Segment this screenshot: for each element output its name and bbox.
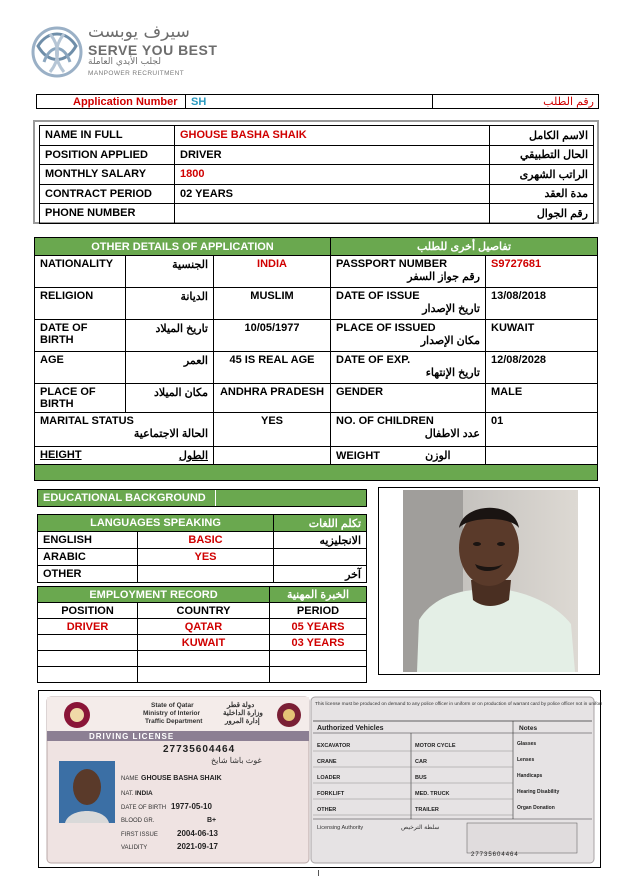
license-back-barcode: 27735604464 xyxy=(471,852,519,858)
employment-header-country: COUNTRY xyxy=(138,603,270,619)
logo-arabic-name: سيرف يوبست xyxy=(88,22,190,42)
personal-label: PHONE NUMBER xyxy=(40,204,175,224)
license-number: 27735604464 xyxy=(163,744,236,755)
license-validity: 2021-09-17 xyxy=(177,842,218,851)
employment-country: KUWAIT xyxy=(138,635,270,651)
children-label: NO. OF CHILDREN xyxy=(336,415,434,427)
license-validity-label: VALIDITY xyxy=(121,845,148,851)
employment-country: QATAR xyxy=(138,619,270,635)
license-nat-label: NAT. xyxy=(121,791,134,797)
applicant-photo xyxy=(378,487,600,675)
dob-value: 10/05/1977 xyxy=(214,320,331,352)
applicant-portrait-image xyxy=(379,488,601,676)
doi-label: DATE OF ISSUE xyxy=(336,290,420,302)
license-issue: 2004-06-13 xyxy=(177,829,218,838)
employment-position xyxy=(38,651,138,667)
languages-title: LANGUAGES SPEAKING xyxy=(38,515,274,532)
language-row xyxy=(38,549,367,566)
license-dept-ar: إدارة المرور xyxy=(225,718,260,725)
doe-label: DATE OF EXP. xyxy=(336,354,411,366)
employment-period xyxy=(270,651,367,667)
license-dept-en: Traffic Department xyxy=(145,718,203,725)
height-label: HEIGHT xyxy=(35,447,126,465)
marital-value: YES xyxy=(214,413,331,447)
license-state-ar: دولة قطر xyxy=(227,702,255,709)
license-note-item: Glasses xyxy=(517,741,537,747)
language-name-ar xyxy=(274,549,367,566)
children-cell xyxy=(331,413,486,447)
personal-row xyxy=(40,145,594,165)
personal-label-ar: مدة العقد xyxy=(490,184,594,204)
personal-label-ar: الاسم الكامل xyxy=(490,126,594,146)
children-label-ar: عدد الاطفال xyxy=(424,428,480,440)
doe-cell xyxy=(331,352,486,384)
driving-license-image xyxy=(39,691,602,869)
language-level xyxy=(138,566,274,583)
license-vehicle-item: TRAILER xyxy=(415,807,439,813)
personal-label-ar: الحال التطبيقي xyxy=(490,145,594,165)
languages-title-ar: تكلم اللغات xyxy=(274,515,367,532)
employment-row xyxy=(38,667,367,683)
license-name-ar: غوث باشا شايخ xyxy=(211,756,262,765)
language-name: ENGLISH xyxy=(38,532,138,549)
language-name-ar: الانجليزيه xyxy=(274,532,367,549)
children-value: 01 xyxy=(486,413,598,447)
personal-label-ar: الراتب الشهرى xyxy=(490,165,594,185)
license-note-item: Lenses xyxy=(517,757,535,763)
personal-value xyxy=(175,204,490,224)
poi-label: PLACE OF ISSUED xyxy=(336,322,436,334)
license-note-item: Handicaps xyxy=(517,773,543,779)
nationality-label-ar: الجنسية xyxy=(126,256,214,288)
license-notes: Notes xyxy=(519,725,538,732)
dob-label-ar: تاريخ الميلاد xyxy=(126,320,214,352)
employment-country xyxy=(138,651,270,667)
weight-value xyxy=(486,447,598,465)
other-details-title-ar: تفاصيل أخرى للطلب xyxy=(331,238,598,256)
employment-position: DRIVER xyxy=(38,619,138,635)
languages-table xyxy=(37,514,367,583)
weight-label: WEIGHT xyxy=(336,450,380,462)
height-value xyxy=(214,447,331,465)
age-label: AGE xyxy=(35,352,126,384)
personal-value: DRIVER xyxy=(175,145,490,165)
employment-title-ar: الخبرة المهنية xyxy=(270,587,367,603)
doi-label-ar: تاريخ الإصدار xyxy=(422,303,480,315)
employment-row xyxy=(38,651,367,667)
logo-knot-icon xyxy=(30,24,84,80)
license-notice: This license must be produced on demand to any police officer in uniform or on production of warrant card by police officer not in uniform xyxy=(315,702,602,707)
application-number-value: SH xyxy=(191,96,207,108)
logo-english-tagline: MANPOWER RECRUITMENT xyxy=(88,70,185,77)
weight-label-ar: الوزن xyxy=(425,450,451,462)
education-title: EDUCATIONAL BACKGROUND xyxy=(38,490,215,506)
license-ministry-en: Ministry of Interior xyxy=(143,710,201,717)
license-name: GHOUSE BASHA SHAIK xyxy=(141,775,222,782)
passport-label-ar: رقم جواز السفر xyxy=(407,271,480,283)
personal-value: 02 YEARS xyxy=(175,184,490,204)
personal-info-table xyxy=(39,125,594,224)
language-row xyxy=(38,566,367,583)
application-number-bar xyxy=(36,94,599,109)
height-label-ar: الطول xyxy=(126,447,214,465)
religion-label-ar: الديانة xyxy=(126,288,214,320)
gender-value: MALE xyxy=(486,384,598,413)
license-vehicle-item: OTHER xyxy=(317,807,337,813)
license-note-item: Organ Donation xyxy=(517,805,555,811)
page-marker xyxy=(318,870,319,876)
application-number-label: Application Number xyxy=(73,96,178,108)
doe-value: 12/08/2028 xyxy=(486,352,598,384)
logo-english-name: SERVE YOU BEST xyxy=(88,42,218,58)
personal-label: CONTRACT PERIOD xyxy=(40,184,175,204)
license-vehicle-item: EXCAVATOR xyxy=(317,743,351,749)
age-label-ar: العمر xyxy=(126,352,214,384)
application-number-label-ar: رقم الطلب xyxy=(543,96,594,108)
poi-label-ar: مكان الإصدار xyxy=(420,335,480,347)
license-name-label: NAME xyxy=(121,776,139,782)
other-details-title: OTHER DETAILS OF APPLICATION xyxy=(35,238,331,256)
religion-value: MUSLIM xyxy=(214,288,331,320)
license-vehicle-item: LOADER xyxy=(317,775,341,781)
license-dob: 1977-05-10 xyxy=(171,802,212,811)
logo-arabic-tagline: لجلب الأيدي العاملة xyxy=(88,57,161,67)
marital-label: MARITAL STATUS xyxy=(40,415,134,427)
personal-value: GHOUSE BASHA SHAIK xyxy=(175,126,490,146)
personal-row xyxy=(40,184,594,204)
language-level: YES xyxy=(138,549,274,566)
doi-cell xyxy=(331,288,486,320)
personal-label-ar: رقم الجوال xyxy=(490,204,594,224)
weight-cell xyxy=(331,447,486,465)
license-vehicle-item: MED. TRUCK xyxy=(415,791,450,797)
language-row xyxy=(38,532,367,549)
personal-label: NAME IN FULL xyxy=(40,126,175,146)
license-authority: Licensing Authority xyxy=(317,825,364,831)
license-issue-label: FIRST ISSUE xyxy=(121,832,158,838)
education-bar xyxy=(37,489,367,507)
poi-cell xyxy=(331,320,486,352)
doi-value: 13/08/2018 xyxy=(486,288,598,320)
gender-label: GENDER xyxy=(331,384,486,413)
employment-title: EMPLOYMENT RECORD xyxy=(38,587,270,603)
age-value: 45 IS REAL AGE xyxy=(214,352,331,384)
language-level: BASIC xyxy=(138,532,274,549)
driving-license-scan xyxy=(38,690,601,868)
license-vehicle-item: BUS xyxy=(415,775,427,781)
employment-header-position: POSITION xyxy=(38,603,138,619)
marital-label-ar: الحالة الاجتماعية xyxy=(133,428,208,440)
nationality-value: INDIA xyxy=(214,256,331,288)
personal-label: POSITION APPLIED xyxy=(40,145,175,165)
license-banner: DRIVING LICENSE xyxy=(89,732,175,741)
license-vehicle-item: CRANE xyxy=(317,759,337,765)
license-blood: B+ xyxy=(207,817,217,824)
poi-value: KUWAIT xyxy=(486,320,598,352)
passport-cell xyxy=(331,256,486,288)
license-blood-label: BLOOD GR. xyxy=(121,818,155,824)
license-authority-ar: سلطة الترخيص xyxy=(401,825,440,831)
employment-row xyxy=(38,635,367,651)
license-ministry-ar: وزارة الداخلية xyxy=(223,710,263,717)
employment-header-period: PERIOD xyxy=(270,603,367,619)
religion-label: RELIGION xyxy=(35,288,126,320)
employment-position xyxy=(38,667,138,683)
marital-cell xyxy=(35,413,214,447)
pob-value: ANDHRA PRADESH xyxy=(214,384,331,413)
doe-label-ar: تاريخ الإنتهاء xyxy=(425,367,480,379)
personal-value: 1800 xyxy=(175,165,490,185)
passport-label: PASSPORT NUMBER xyxy=(336,258,448,270)
employment-period: 05 YEARS xyxy=(270,619,367,635)
personal-row xyxy=(40,126,594,146)
nationality-label: NATIONALITY xyxy=(35,256,126,288)
personal-label: MONTHLY SALARY xyxy=(40,165,175,185)
employment-row xyxy=(38,619,367,635)
employment-position xyxy=(38,635,138,651)
license-authorized: Authorized Vehicles xyxy=(317,725,384,732)
personal-row xyxy=(40,165,594,185)
passport-value: S9727681 xyxy=(486,256,598,288)
education-value xyxy=(215,490,366,506)
language-name: ARABIC xyxy=(38,549,138,566)
license-state-en: State of Qatar xyxy=(151,702,194,709)
license-nat: INDIA xyxy=(135,790,153,797)
employment-table xyxy=(37,586,367,683)
other-details-footer-bar xyxy=(35,465,598,481)
employment-period xyxy=(270,667,367,683)
license-dob-label: DATE OF BIRTH xyxy=(121,805,167,811)
license-vehicle-item: FORKLIFT xyxy=(317,791,345,797)
employment-period: 03 YEARS xyxy=(270,635,367,651)
other-details-table xyxy=(34,237,598,481)
employment-country xyxy=(138,667,270,683)
license-vehicle-item: MOTOR CYCLE xyxy=(415,743,456,749)
pob-label: PLACE OF BIRTH xyxy=(35,384,126,413)
language-name: OTHER xyxy=(38,566,138,583)
language-name-ar: آخر xyxy=(274,566,367,583)
pob-label-ar: مكان الميلاد xyxy=(126,384,214,413)
license-note-item: Hearing Disability xyxy=(517,789,560,795)
license-vehicle-item: CAR xyxy=(415,759,427,765)
dob-label: DATE OF BIRTH xyxy=(35,320,126,352)
personal-row xyxy=(40,204,594,224)
